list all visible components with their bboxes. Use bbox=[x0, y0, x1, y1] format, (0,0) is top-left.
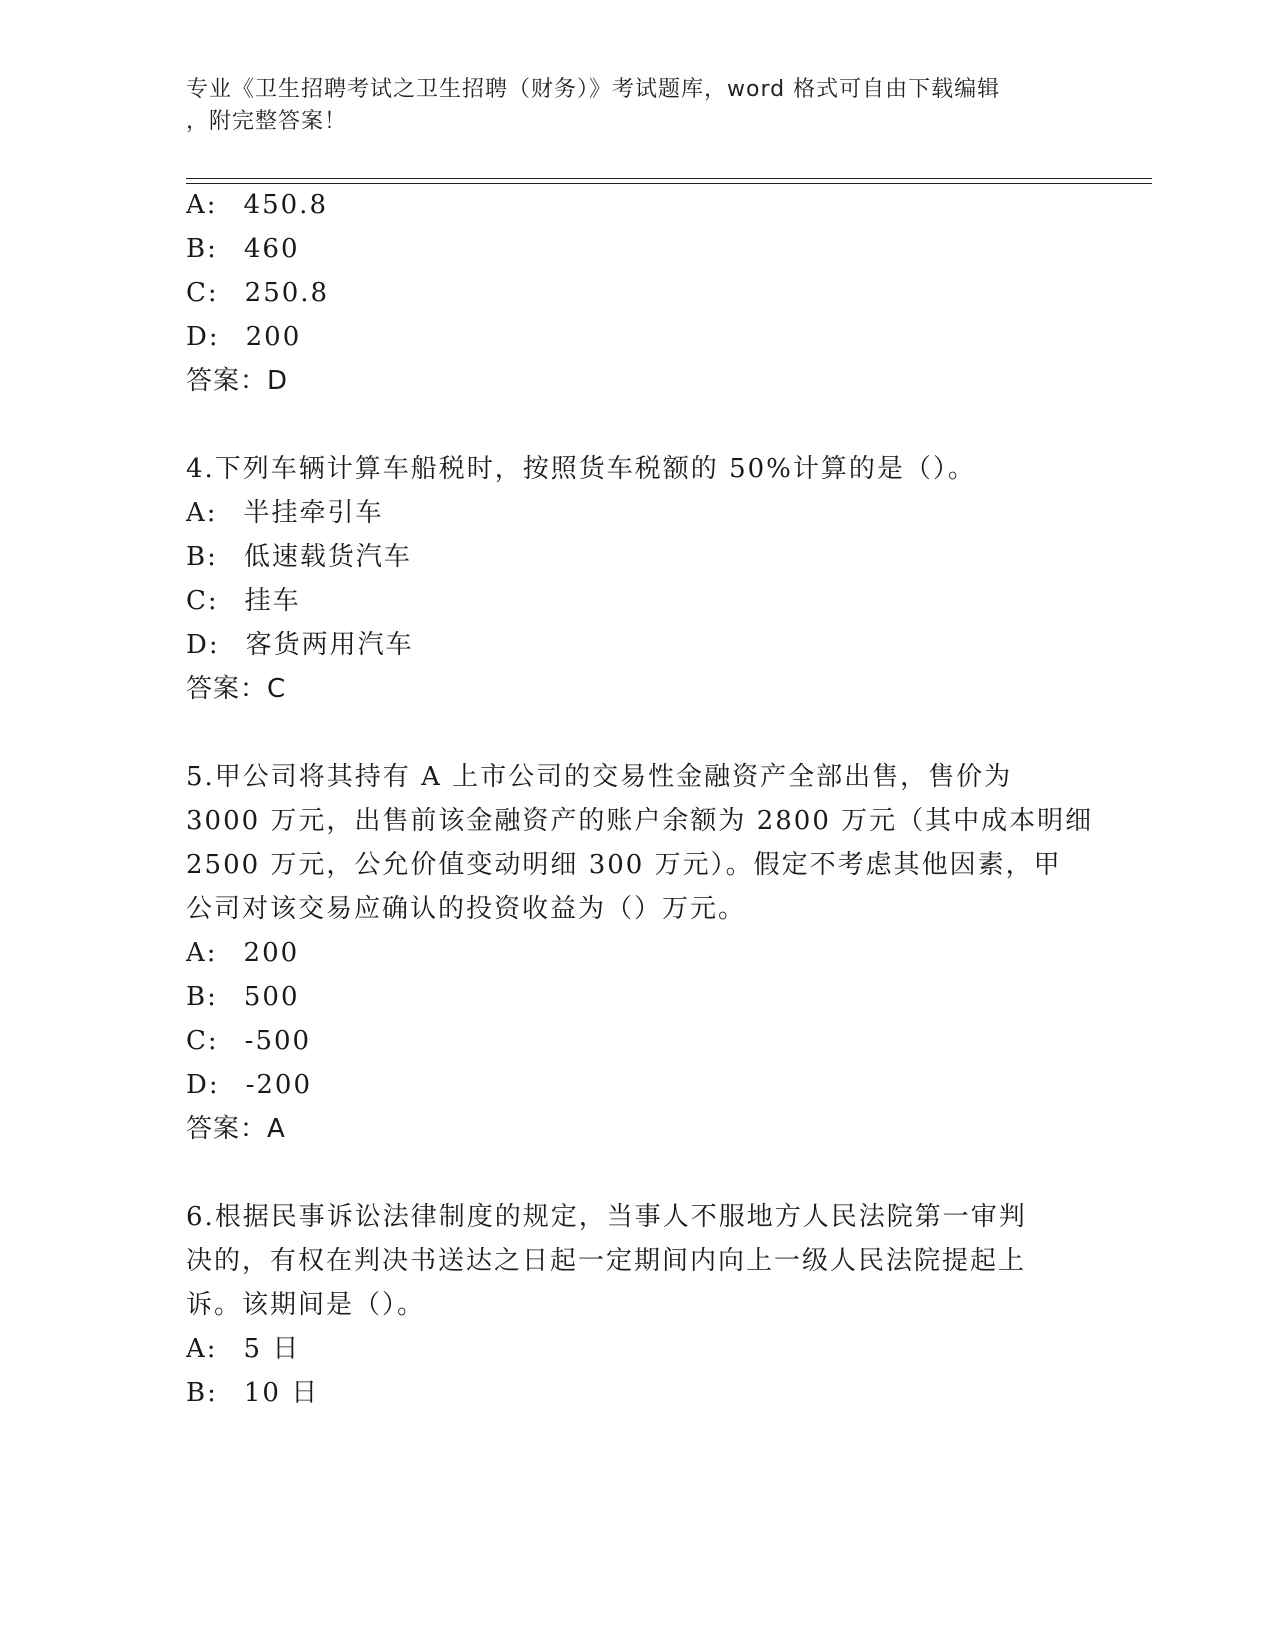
q5-option-c: C: -500 bbox=[186, 1026, 312, 1056]
q6-stem-line-2: 决的，有权在判决书送达之日起一定期间内向上一级人民法院提起上 bbox=[186, 1246, 1027, 1276]
q4-option-a: A: 半挂牵引车 bbox=[186, 498, 384, 528]
q4-option-d: D: 客货两用汽车 bbox=[186, 630, 414, 660]
q4-option-b: B: 低速载货汽车 bbox=[186, 542, 412, 572]
q5-answer: 答案：A bbox=[186, 1114, 286, 1144]
q5-stem-line-2: 3000 万元，出售前该金融资产的账户余额为 2800 万元（其中成本明细 bbox=[186, 806, 1094, 836]
q3-option-c: C: 250.8 bbox=[186, 278, 330, 308]
header-line-2: ，附完整答案！ bbox=[186, 109, 348, 134]
q5-stem-line-1: 5.甲公司将其持有 A 上市公司的交易性金融资产全部出售，售价为 bbox=[186, 762, 1013, 792]
q3-option-b: B: 460 bbox=[186, 234, 300, 264]
q3-answer: 答案：D bbox=[186, 366, 289, 396]
document-header bbox=[186, 74, 1066, 138]
q6-option-b: B: 10 日 bbox=[186, 1378, 320, 1408]
q5-stem-line-4: 公司对该交易应确认的投资收益为（）万元。 bbox=[186, 894, 747, 924]
header-divider-top bbox=[186, 178, 1152, 179]
q5-option-a: A: 200 bbox=[186, 938, 300, 968]
q6-stem-line-1: 6.根据民事诉讼法律制度的规定，当事人不服地方人民法院第一审判 bbox=[186, 1202, 1027, 1232]
q5-option-d: D: -200 bbox=[186, 1070, 313, 1100]
q4-answer: 答案：C bbox=[186, 674, 287, 704]
q4-stem: 4.下列车辆计算车船税时，按照货车税额的 50%计算的是（）。 bbox=[186, 454, 976, 484]
q4-option-c: C: 挂车 bbox=[186, 586, 301, 616]
header-line-1: 专业《卫生招聘考试之卫生招聘（财务）》考试题库，word 格式可自由下载编辑 bbox=[186, 77, 1001, 102]
q6-option-a: A: 5 日 bbox=[186, 1334, 301, 1364]
q5-option-b: B: 500 bbox=[186, 982, 300, 1012]
header-divider-bottom bbox=[186, 183, 1152, 184]
q3-option-d: D: 200 bbox=[186, 322, 302, 352]
q3-option-a: A: 450.8 bbox=[186, 190, 328, 220]
q6-stem-line-3: 诉。该期间是（）。 bbox=[186, 1290, 426, 1320]
q5-stem-line-3: 2500 万元，公允价值变动明细 300 万元）。假定不考虑其他因素，甲 bbox=[186, 850, 1062, 880]
